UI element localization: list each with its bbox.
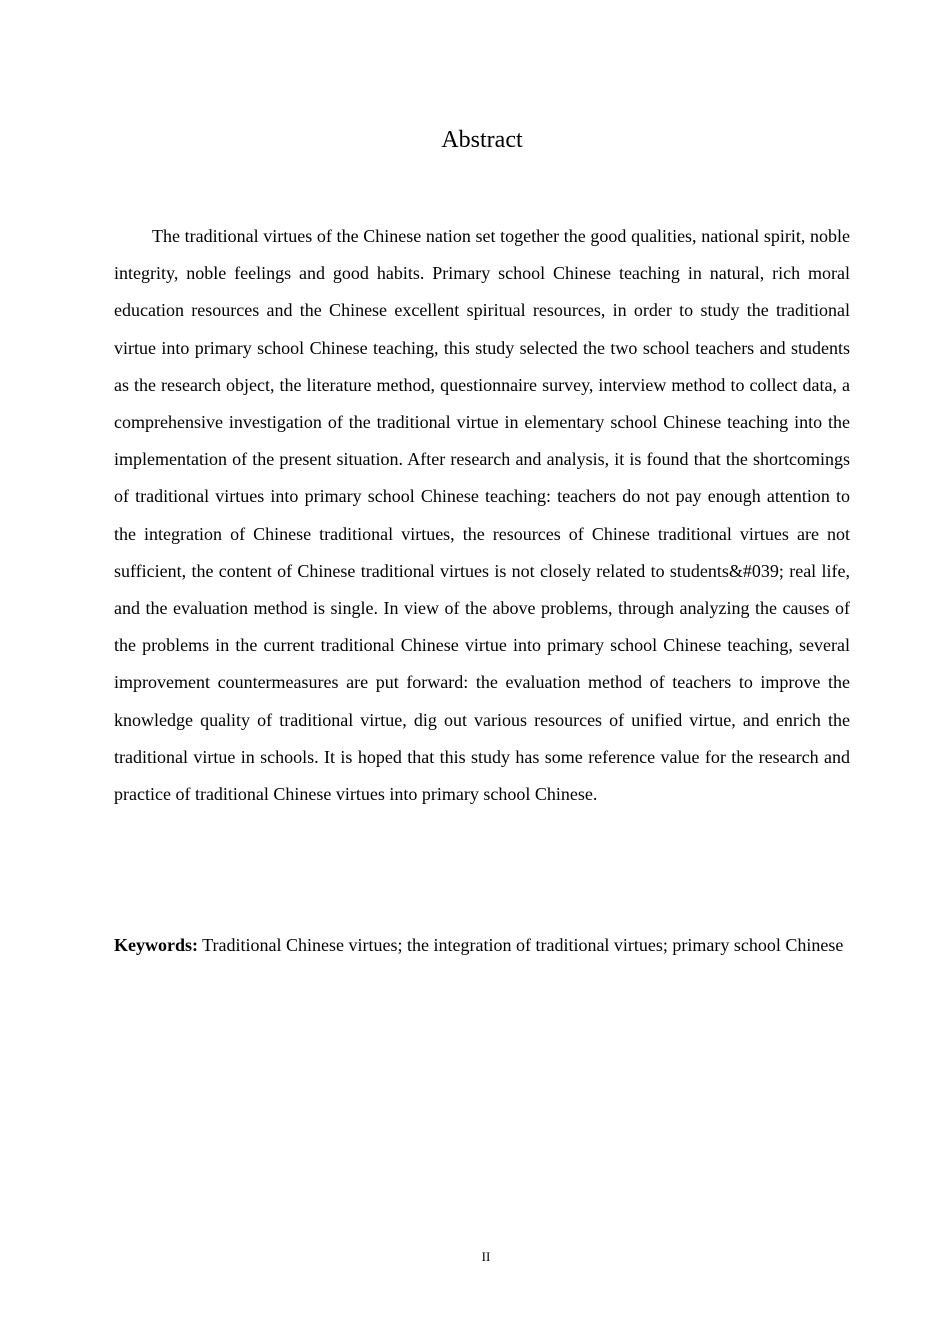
abstract-paragraph: The traditional virtues of the Chinese nation set together the good qualities, national spirit, noble integrity, noble feelings and good habits. Primary school Chinese teaching in natural, rich moral education resources and the Chinese excellent spiritual resources, in order to study the traditional virtue into primary school Chinese teaching, this study selected the two school teachers and students as the research object, the literature method, questionnaire survey, interview method to collect data, a comprehensive investigation of the traditional virtue in elementary school Chinese teaching into the implementation of the present situation. After research and analysis, it is found that the shortcomings of traditional virtues into primary school Chinese teaching: teachers do not pay enough attention to the integration of Chinese traditional virtues, the resources of Chinese traditional virtues are not sufficient, the content of Chinese traditional virtues is not closely related to students&#039; real life, and the evaluation method is single. In view of the above problems, through analyzing the causes of the problems in the current traditional Chinese virtue into primary school Chinese teaching, several improvement countermeasures are put forward: the evaluation method of teachers to improve the knowledge quality of traditional virtue, dig out various resources of unified virtue, and enrich the traditional virtue in schools. It is hoped that this study has some reference value for the research and practice of traditional Chinese virtues into primary school Chinese. xyxy=(114,226,850,805)
keywords-paragraph xyxy=(114,928,850,963)
keywords-label: Keywords: xyxy=(114,935,198,955)
abstract-title: Abstract xyxy=(441,127,523,153)
page-number: II xyxy=(481,1249,491,1264)
keywords-text: Traditional Chinese virtues; the integration of traditional virtues; primary school Chinese xyxy=(198,935,844,955)
